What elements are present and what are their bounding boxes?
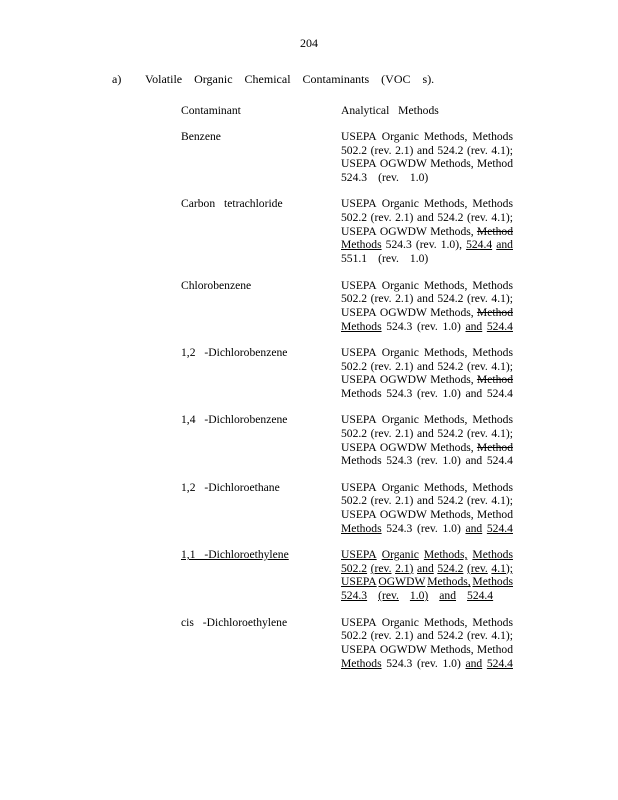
method-word: 502.2 bbox=[341, 292, 368, 306]
method-word: OGWDW bbox=[379, 440, 427, 454]
method-word: 2.1) bbox=[395, 561, 414, 575]
analytical-methods bbox=[341, 548, 513, 603]
inserted-word: and bbox=[465, 521, 483, 535]
method-word: and bbox=[417, 359, 434, 373]
methods-line bbox=[341, 279, 513, 293]
method-word: USEPA bbox=[341, 508, 377, 522]
inserted-word: 524.4 bbox=[486, 319, 513, 333]
method-word: (rev. bbox=[467, 426, 488, 440]
methods-line bbox=[341, 616, 513, 630]
method-word: 4.1); bbox=[491, 426, 513, 440]
method-word: OGWDW bbox=[379, 508, 427, 522]
method-word: (rev. bbox=[467, 292, 488, 306]
method-word: 502.2 bbox=[341, 629, 368, 643]
methods-line bbox=[341, 508, 513, 522]
methods-line bbox=[341, 320, 513, 334]
method-word: USEPA bbox=[341, 480, 377, 494]
method-word: and bbox=[465, 386, 483, 400]
method-word: Methods, bbox=[430, 508, 474, 522]
methods-line bbox=[341, 657, 513, 671]
method-word: (rev. bbox=[370, 494, 392, 508]
method-word: 1.0) bbox=[442, 319, 461, 333]
method-word: Methods, bbox=[423, 278, 468, 292]
analytical-methods bbox=[341, 346, 513, 401]
methods-line bbox=[341, 481, 513, 495]
method-word: (rev. bbox=[415, 238, 437, 252]
method-word: 1.0) bbox=[409, 589, 429, 603]
contaminant-name: 1,4 -Dichlorobenzene bbox=[181, 413, 288, 427]
method-word: (rev. bbox=[370, 359, 392, 373]
method-word: 1.0) bbox=[442, 386, 461, 400]
method-word: (rev. bbox=[378, 589, 399, 603]
method-word: Organic bbox=[381, 278, 419, 292]
method-word: OGWDW bbox=[379, 373, 427, 387]
method-word: Methods bbox=[472, 278, 513, 292]
method-word: 524.2 bbox=[437, 629, 464, 643]
methods-line bbox=[341, 252, 513, 266]
method-word: OGWDW bbox=[379, 305, 427, 319]
methods-line bbox=[341, 575, 513, 589]
method-word: and bbox=[417, 292, 434, 306]
inserted-word: and bbox=[465, 319, 483, 333]
contaminant-name: Carbon tetrachloride bbox=[181, 197, 283, 211]
method-word: Methods bbox=[472, 130, 513, 143]
method-word: USEPA bbox=[341, 413, 377, 427]
method-word: (rev. bbox=[467, 143, 488, 157]
method-word: Organic bbox=[381, 345, 419, 359]
method-word: USEPA bbox=[341, 548, 377, 562]
method-word: and bbox=[417, 561, 434, 575]
method-word: (rev. bbox=[467, 494, 488, 508]
inserted-word: and bbox=[465, 656, 483, 670]
method-word: 4.1); bbox=[491, 494, 513, 508]
method-word: 502.2 bbox=[341, 494, 368, 508]
methods-line bbox=[341, 387, 513, 401]
contaminant-name: 1,2 -Dichloroethane bbox=[181, 480, 280, 494]
contaminant-column-header: Contaminant bbox=[181, 104, 241, 117]
method-word: 2.1) bbox=[395, 629, 414, 643]
method-word: 524.4 bbox=[467, 589, 494, 603]
method-word: (rev. bbox=[370, 561, 392, 575]
method-word: Methods, bbox=[423, 197, 468, 211]
methods-line bbox=[341, 211, 513, 225]
method-word: Methods, bbox=[423, 413, 468, 427]
methods-line bbox=[341, 225, 513, 239]
method-word: Methods, bbox=[430, 440, 474, 454]
method-word: (rev. bbox=[467, 629, 488, 643]
method-word: Organic bbox=[381, 413, 419, 427]
method-word: 524.3 bbox=[386, 454, 413, 468]
contaminant-name: Benzene bbox=[181, 130, 221, 143]
method-word: 524.2 bbox=[437, 211, 464, 225]
inserted-word: Methods bbox=[341, 521, 382, 535]
methods-line bbox=[341, 346, 513, 360]
method-word: Organic bbox=[381, 197, 419, 211]
methods-line bbox=[341, 562, 513, 576]
method-word: Method bbox=[476, 157, 513, 171]
method-word: USEPA bbox=[341, 305, 377, 319]
method-word: Methods, bbox=[430, 157, 474, 171]
method-word: 524.3 bbox=[341, 589, 368, 603]
method-word: and bbox=[417, 494, 434, 508]
contaminant-name: Chlorobenzene bbox=[181, 278, 252, 292]
method-word: and bbox=[417, 143, 434, 157]
method-word: 524.2 bbox=[437, 561, 464, 575]
method-word: 4.1); bbox=[491, 143, 513, 157]
method-word: USEPA bbox=[341, 197, 377, 211]
method-word: (rev. bbox=[370, 629, 392, 643]
method-word: 1.0) bbox=[442, 521, 461, 535]
method-word: 4.1); bbox=[491, 211, 513, 225]
method-word: and bbox=[439, 589, 457, 603]
method-word: 1.0) bbox=[409, 171, 429, 185]
method-word: 1.0) bbox=[442, 454, 461, 468]
method-word: USEPA bbox=[341, 157, 377, 171]
method-word: Methods bbox=[472, 480, 513, 494]
method-word: Methods, bbox=[430, 305, 474, 319]
methods-line bbox=[341, 306, 513, 320]
methods-line bbox=[341, 629, 513, 643]
methods-line bbox=[341, 157, 513, 171]
method-word: and bbox=[465, 454, 483, 468]
method-word: Methods bbox=[472, 413, 513, 427]
method-word: (rev. bbox=[416, 454, 438, 468]
struck-word: Method bbox=[476, 440, 513, 454]
method-word: and bbox=[417, 426, 434, 440]
method-word: 524.2 bbox=[437, 143, 464, 157]
method-word: 2.1) bbox=[395, 292, 414, 306]
methods-line bbox=[341, 373, 513, 387]
method-word: USEPA bbox=[341, 440, 377, 454]
method-word: 502.2 bbox=[341, 143, 368, 157]
analytical-methods bbox=[341, 616, 513, 671]
contaminant-name: cis -Dichloroethylene bbox=[181, 615, 288, 629]
method-word: OGWDW bbox=[378, 575, 426, 589]
methods-line bbox=[341, 494, 513, 508]
method-word: 524.4 bbox=[486, 386, 513, 400]
method-word: 524.2 bbox=[437, 426, 464, 440]
method-word: (rev. bbox=[370, 143, 392, 157]
method-word: Methods, bbox=[423, 345, 468, 359]
method-word: 551.1 bbox=[341, 252, 368, 266]
method-word: Method bbox=[476, 508, 513, 522]
method-word: Methods, bbox=[430, 224, 474, 238]
methods-line bbox=[341, 171, 513, 185]
method-word: OGWDW bbox=[379, 642, 427, 656]
analytical-methods bbox=[341, 481, 513, 536]
methods-line bbox=[341, 197, 513, 211]
struck-word: Method bbox=[476, 305, 513, 319]
method-word: (rev. bbox=[370, 211, 392, 225]
method-word: 2.1) bbox=[395, 359, 414, 373]
method-word: Methods bbox=[472, 548, 513, 562]
method-word: (rev. bbox=[370, 426, 392, 440]
methods-line bbox=[341, 454, 513, 468]
methods-line bbox=[341, 238, 513, 252]
method-word: 4.1); bbox=[491, 359, 513, 373]
inserted-word: 524.4 bbox=[466, 238, 493, 252]
method-word: 2.1) bbox=[395, 494, 414, 508]
method-word: Organic bbox=[381, 615, 419, 629]
method-word: Methods, bbox=[423, 130, 468, 143]
methods-column-header: Analytical Methods bbox=[341, 104, 439, 117]
method-word: 524.3 bbox=[386, 386, 413, 400]
method-word: USEPA bbox=[341, 130, 377, 143]
method-word: 1.0) bbox=[409, 252, 429, 266]
method-word: Methods bbox=[472, 615, 513, 629]
method-word: USEPA bbox=[341, 373, 377, 387]
section-item-label: a) bbox=[112, 72, 122, 86]
method-word: Methods, bbox=[423, 548, 468, 562]
methods-line bbox=[341, 522, 513, 536]
method-word: Method bbox=[476, 642, 513, 656]
methods-line bbox=[341, 360, 513, 374]
method-word: USEPA bbox=[341, 575, 377, 589]
analytical-methods bbox=[341, 197, 513, 265]
method-word: Organic bbox=[381, 548, 419, 562]
method-word: Methods, bbox=[430, 642, 474, 656]
method-word: USEPA bbox=[341, 615, 377, 629]
method-word: Methods bbox=[472, 345, 513, 359]
method-word: 524.3 bbox=[385, 238, 412, 252]
method-word: (rev. bbox=[467, 359, 488, 373]
method-word: 4.1); bbox=[491, 292, 513, 306]
struck-word: Method bbox=[476, 373, 513, 387]
method-word: (rev. bbox=[416, 521, 438, 535]
analytical-methods bbox=[341, 413, 513, 468]
inserted-word: 524.4 bbox=[486, 521, 513, 535]
method-word: Methods bbox=[472, 197, 513, 211]
method-word: Methods, bbox=[423, 480, 468, 494]
method-word: 524.2 bbox=[437, 292, 464, 306]
method-word: 1.0) bbox=[442, 656, 461, 670]
method-word: (rev. bbox=[467, 211, 488, 225]
method-word: USEPA bbox=[341, 345, 377, 359]
methods-line bbox=[341, 144, 513, 158]
method-word: Methods, bbox=[423, 615, 468, 629]
method-word: and bbox=[417, 629, 434, 643]
methods-line bbox=[341, 441, 513, 455]
methods-line bbox=[341, 292, 513, 306]
method-word: OGWDW bbox=[379, 157, 427, 171]
contaminant-name: 1,2 -Dichlorobenzene bbox=[181, 345, 288, 359]
method-word: (rev. bbox=[370, 292, 392, 306]
method-word: 2.1) bbox=[395, 426, 414, 440]
method-word: USEPA bbox=[341, 642, 377, 656]
method-word: USEPA bbox=[341, 278, 377, 292]
method-word: (rev. bbox=[467, 561, 488, 575]
method-word: Methods, bbox=[427, 575, 471, 589]
methods-line bbox=[341, 548, 513, 562]
method-word: (rev. bbox=[378, 171, 399, 185]
method-word: 2.1) bbox=[395, 211, 414, 225]
method-word: 502.2 bbox=[341, 359, 368, 373]
page-number: 204 bbox=[300, 36, 318, 50]
contaminant-name: 1,1 -Dichloroethylene bbox=[181, 548, 289, 562]
method-word: Methods, bbox=[430, 373, 474, 387]
method-word: Methods bbox=[472, 575, 513, 589]
method-word: 502.2 bbox=[341, 561, 368, 575]
method-word: 502.2 bbox=[341, 426, 368, 440]
methods-line bbox=[341, 413, 513, 427]
method-word: 524.3 bbox=[386, 656, 413, 670]
method-word: Organic bbox=[381, 130, 419, 143]
struck-word: Method bbox=[476, 224, 513, 238]
inserted-word: and bbox=[496, 238, 513, 252]
method-word: 1.0), bbox=[440, 238, 462, 252]
analytical-methods bbox=[341, 279, 513, 334]
method-word: Organic bbox=[381, 480, 419, 494]
methods-line bbox=[341, 427, 513, 441]
method-word: USEPA bbox=[341, 224, 377, 238]
method-word: 502.2 bbox=[341, 211, 368, 225]
analytical-methods bbox=[341, 130, 513, 185]
section-heading bbox=[112, 72, 434, 87]
method-word: (rev. bbox=[416, 656, 438, 670]
method-word: 524.3 bbox=[386, 319, 413, 333]
method-word: 524.2 bbox=[437, 494, 464, 508]
methods-line bbox=[341, 589, 513, 603]
method-word: 524.4 bbox=[486, 454, 513, 468]
method-word: 4.1); bbox=[491, 629, 513, 643]
method-word: (rev. bbox=[378, 252, 399, 266]
methods-line bbox=[341, 643, 513, 657]
method-word: (rev. bbox=[416, 386, 438, 400]
method-word: 524.3 bbox=[341, 171, 368, 185]
method-word: 2.1) bbox=[395, 143, 414, 157]
method-word: (rev. bbox=[416, 319, 438, 333]
inserted-word: 524.4 bbox=[486, 656, 513, 670]
method-word: 4.1); bbox=[491, 561, 513, 575]
inserted-word: Methods bbox=[341, 319, 382, 333]
section-heading-text: Volatile Organic Chemical Contaminants (VOC s). bbox=[145, 72, 435, 86]
method-word: 524.2 bbox=[437, 359, 464, 373]
methods-line bbox=[341, 130, 513, 144]
inserted-word: Methods bbox=[341, 656, 382, 670]
method-word: and bbox=[417, 211, 434, 225]
method-word: 524.3 bbox=[386, 521, 413, 535]
method-word: Methods bbox=[341, 386, 382, 400]
inserted-word: Methods bbox=[341, 238, 382, 252]
method-word: Methods bbox=[341, 454, 382, 468]
method-word: OGWDW bbox=[379, 224, 427, 238]
